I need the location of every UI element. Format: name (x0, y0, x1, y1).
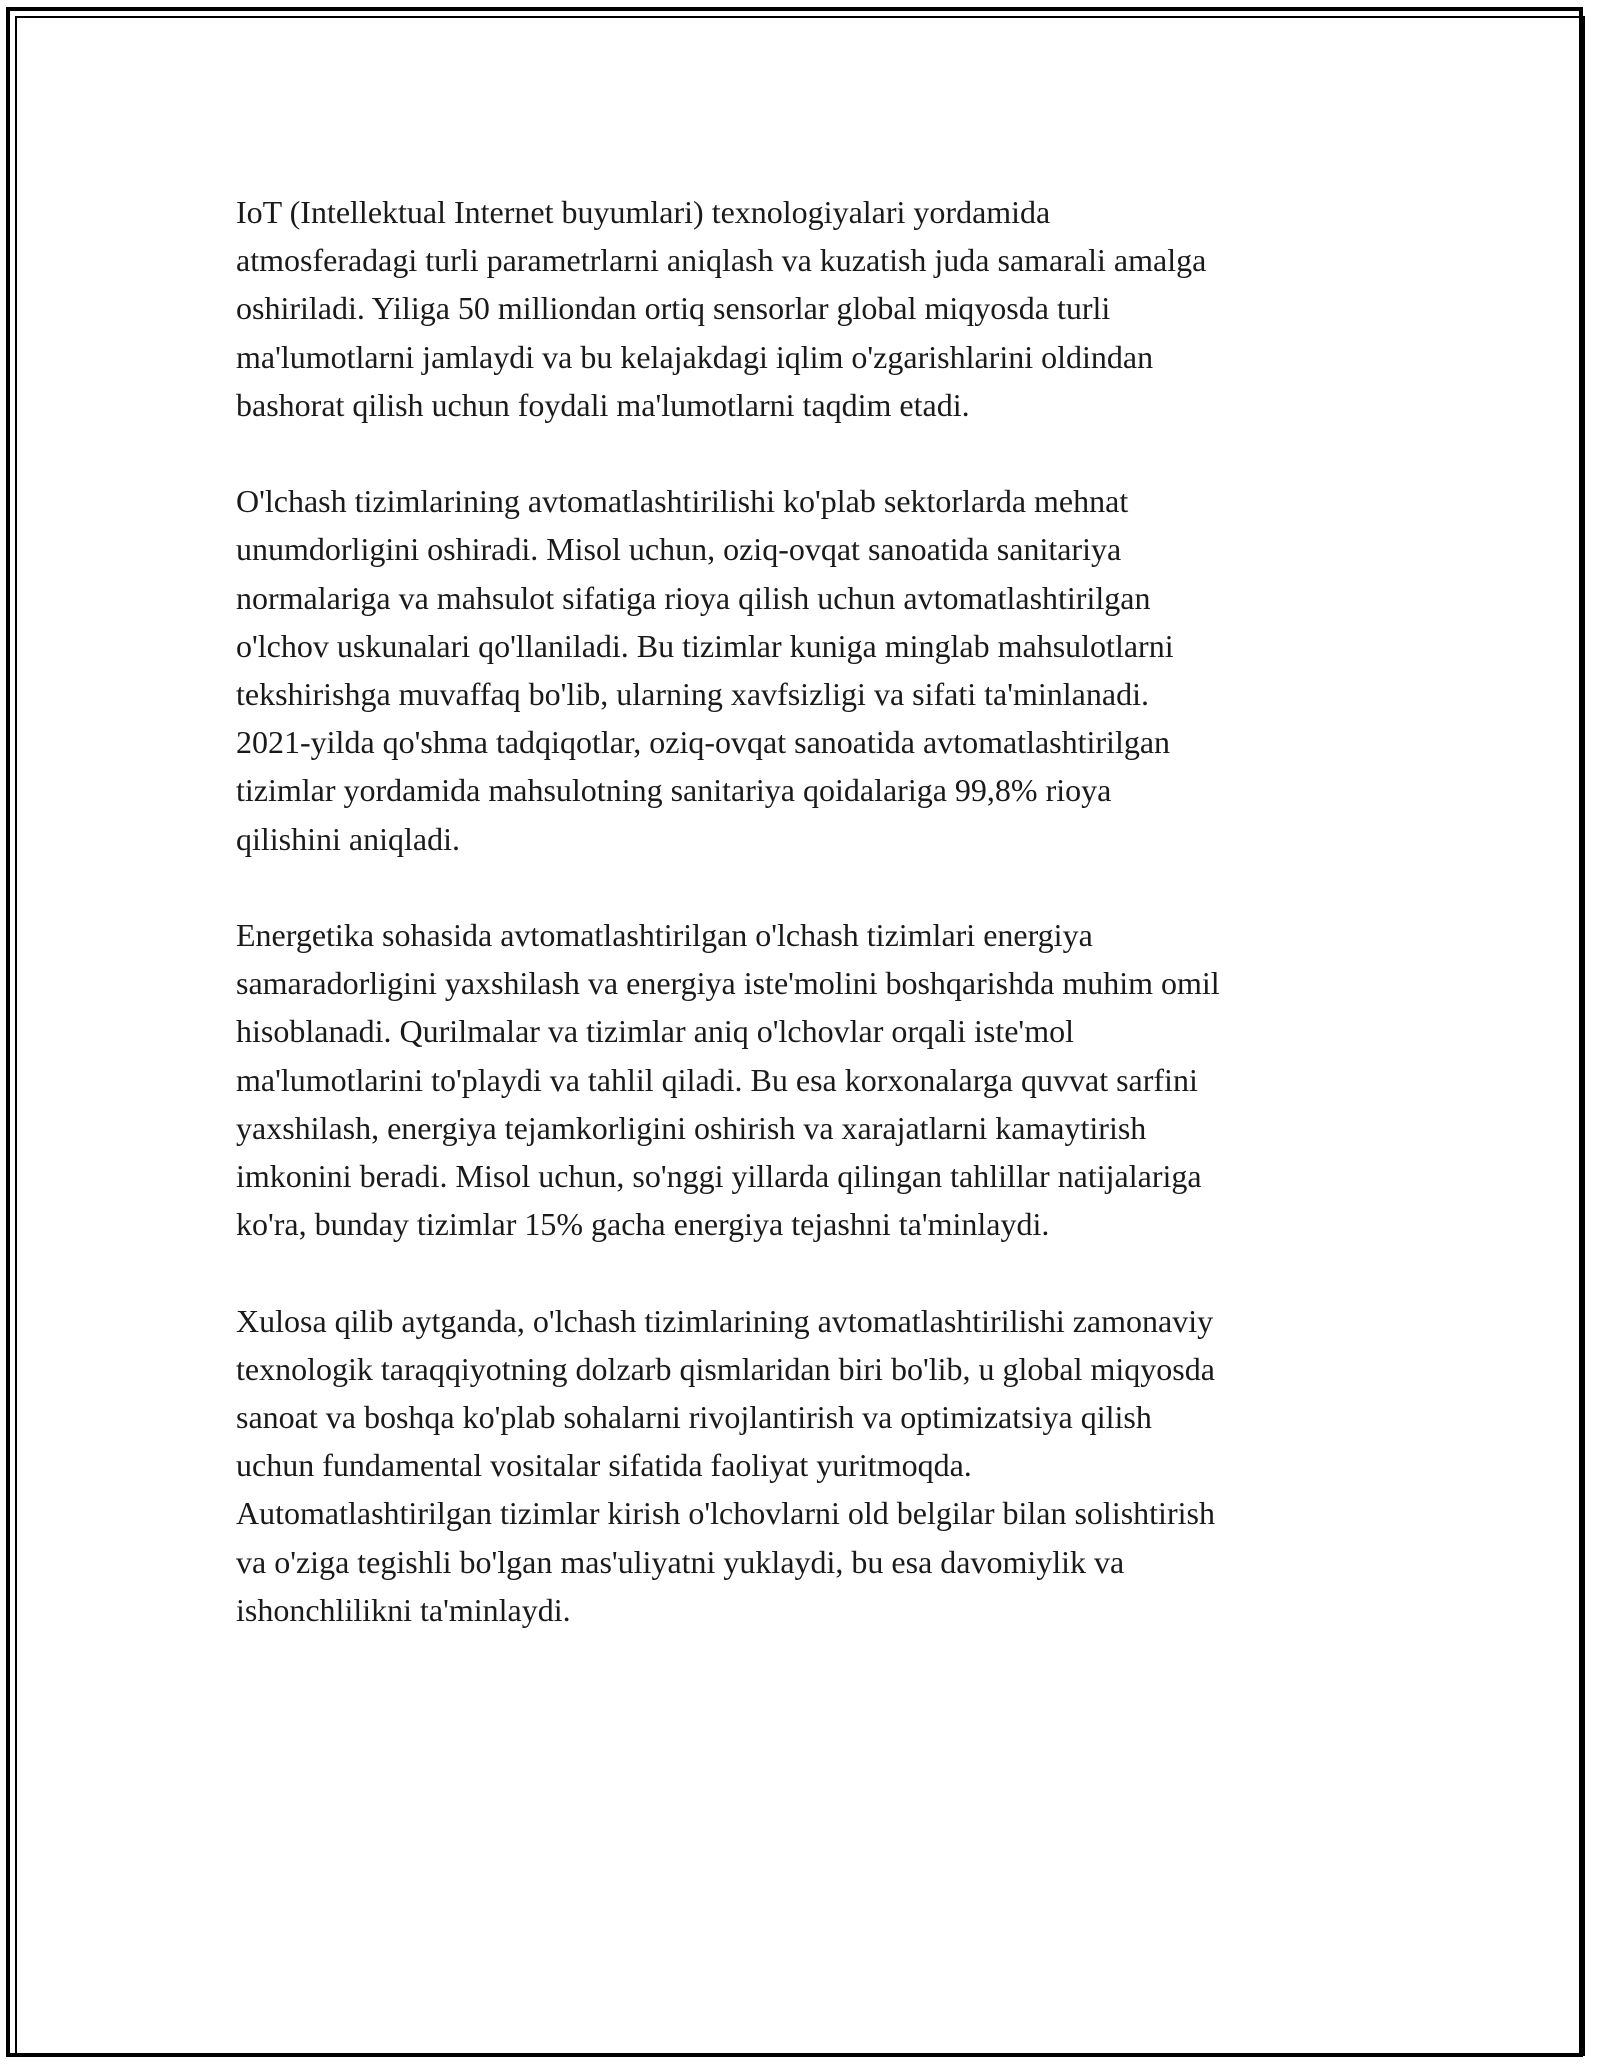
document-body (236, 188, 1386, 1682)
paragraph-conclusion: Xulosa qilib aytganda, o'lchash tizimlarining avtomatlashtirilishi zamonaviy texnologik taraqqiyotning dolzarb qismlaridan biri bo'lib, u global miqyosda sanoat va boshqa ko'plab sohalarni rivojlantirish va optimizatsiya qilish uchun fundamental vositalar sifatida faoliyat yuritmoqda. Automatlashtirilgan tizimlar kirish o'lchovlarni old belgilar bilan solishtirish va o'ziga tegishli bo'lgan mas'uliyatni yuklaydi, bu esa davomiylik va ishonchlilikni ta'minlaydi. (236, 1302, 1215, 1628)
paragraph-energy: Energetika sohasida avtomatlashtirilgan o'lchash tizimlari energiya samaradorligini yaxshilash va energiya iste'molini boshqarishda muhim omil hisoblanadi. Qurilmalar va tizimlar aniq o'lchovlar orqali iste'mol ma'lumotlarini to'playdi va tahlil qiladi. Bu esa korxonalarga quvvat sarfini yaxshilash, energiya tejamkorligini oshirish va xarajatlarni kamaytirish imkonini beradi. Misol uchun, so'nggi yillarda qilingan tahlillar natijalariga ko'ra, bunday tizimlar 15% gacha energiya tejashni ta'minlaydi. (236, 917, 1220, 1243)
paragraph-iot: IoT (Intellektual Internet buyumlari) texnologiyalari yordamida atmosferadagi turli parametrlarni aniqlash va kuzatish juda samarali amalga oshiriladi. Yiliga 50 milliondan ortiq sensorlar global miqyosda turli ma'lumotlarni jamlaydi va bu kelajakdagi iqlim o'zgarishlarini oldindan bashorat qilish uchun foydali ma'lumotlarni taqdim etadi. (236, 194, 1207, 423)
paragraph-measurement-automation: O'lchash tizimlarining avtomatlashtirilishi ko'plab sektorlarda mehnat unumdorligini oshiradi. Misol uchun, oziq-ovqat sanoatida sanitariya normalariga va mahsulot sifatiga rioya qilish uchun avtomatlashtirilgan o'lchov uskunalari qo'llaniladi. Bu tizimlar kuniga minglab mahsulotlarni tekshirishga muvaffaq bo'lib, ularning xavfsizligi va sifati ta'minlanadi. 2021-yilda qo'shma tadqiqotlar, oziq-ovqat sanoatida avtomatlashtirilgan tizimlar yordamida mahsulotning sanitariya qoidalariga 99,8% rioya qilishini aniqladi. (236, 483, 1174, 857)
